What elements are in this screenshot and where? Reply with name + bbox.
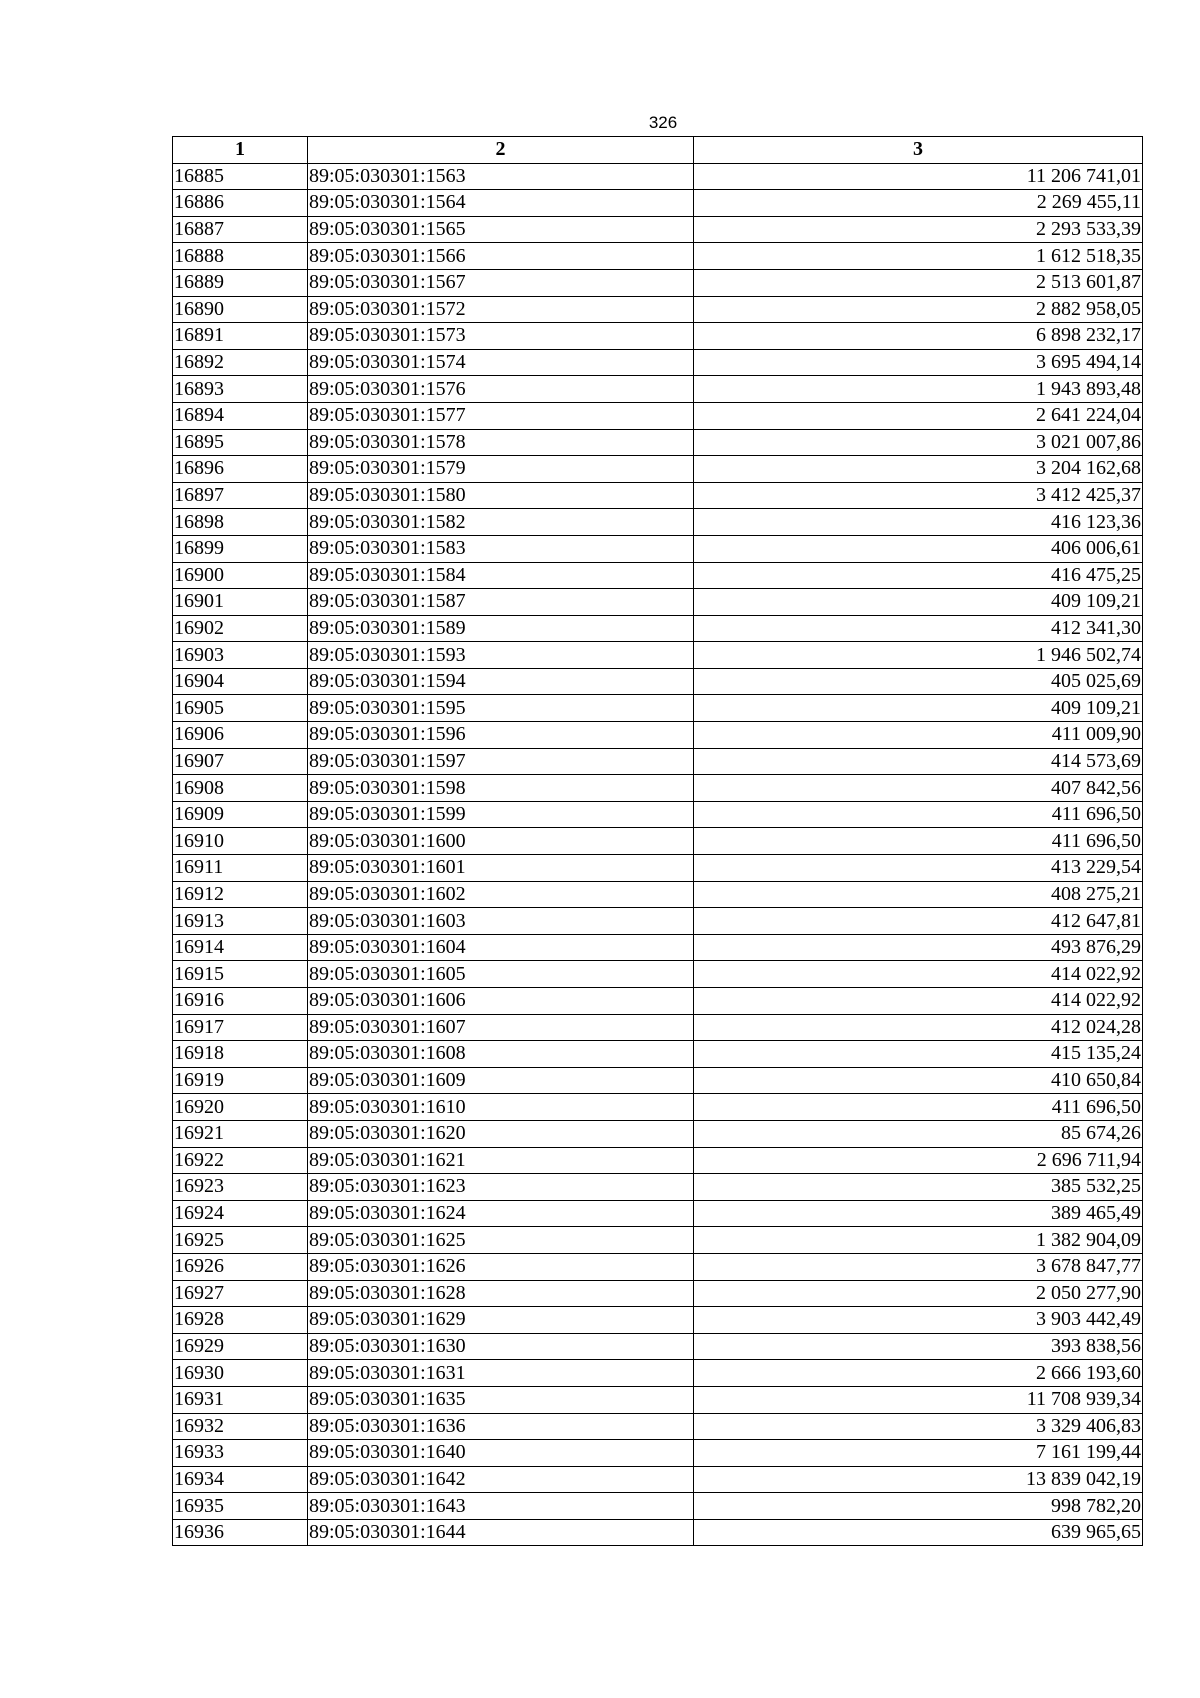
cadastral-value-cell: 13 839 042,19 (694, 1466, 1143, 1493)
table-row (173, 1333, 1143, 1360)
row-number-cell: 16924 (173, 1200, 308, 1227)
row-number-cell: 16913 (173, 908, 308, 935)
row-number-cell: 16901 (173, 589, 308, 616)
column-header-value: 3 (694, 137, 1143, 164)
table-row (173, 961, 1143, 988)
cadastral-number-cell: 89:05:030301:1583 (308, 535, 694, 562)
row-number-cell: 16936 (173, 1519, 308, 1546)
table-row (173, 1493, 1143, 1520)
row-number-cell: 16917 (173, 1014, 308, 1041)
row-number-cell: 16933 (173, 1440, 308, 1467)
row-number-cell: 16903 (173, 642, 308, 669)
row-number-cell: 16899 (173, 535, 308, 562)
table-row (173, 1200, 1143, 1227)
table-row (173, 1519, 1143, 1546)
cadastral-value-cell: 414 022,92 (694, 988, 1143, 1015)
row-number-cell: 16918 (173, 1041, 308, 1068)
cadastral-number-cell: 89:05:030301:1644 (308, 1519, 694, 1546)
row-number-cell: 16908 (173, 775, 308, 802)
cadastral-value-cell: 998 782,20 (694, 1493, 1143, 1520)
row-number-cell: 16915 (173, 961, 308, 988)
table-row (173, 190, 1143, 217)
cadastral-number-cell: 89:05:030301:1607 (308, 1014, 694, 1041)
row-number-cell: 16895 (173, 429, 308, 456)
row-number-cell: 16902 (173, 615, 308, 642)
cadastral-number-cell: 89:05:030301:1594 (308, 668, 694, 695)
table-row (173, 855, 1143, 882)
table-row (173, 1147, 1143, 1174)
table-row (173, 748, 1143, 775)
cadastral-value-cell: 413 229,54 (694, 855, 1143, 882)
cadastral-value-cell: 410 650,84 (694, 1067, 1143, 1094)
table-row (173, 456, 1143, 483)
row-number-cell: 16892 (173, 349, 308, 376)
row-number-cell: 16920 (173, 1094, 308, 1121)
table-row (173, 1067, 1143, 1094)
table-row (173, 934, 1143, 961)
cadastral-value-cell: 389 465,49 (694, 1200, 1143, 1227)
cadastral-number-cell: 89:05:030301:1602 (308, 881, 694, 908)
table-row (173, 908, 1143, 935)
cadastral-number-cell: 89:05:030301:1631 (308, 1360, 694, 1387)
table-row (173, 988, 1143, 1015)
row-number-cell: 16934 (173, 1466, 308, 1493)
table-row (173, 722, 1143, 749)
cadastral-value-cell: 493 876,29 (694, 934, 1143, 961)
table-row (173, 1094, 1143, 1121)
row-number-cell: 16931 (173, 1386, 308, 1413)
cadastral-value-cell: 412 341,30 (694, 615, 1143, 642)
cadastral-number-cell: 89:05:030301:1597 (308, 748, 694, 775)
table-row (173, 296, 1143, 323)
table-row (173, 1413, 1143, 1440)
cadastral-value-cell: 2 513 601,87 (694, 269, 1143, 296)
table-row (173, 668, 1143, 695)
table-row (173, 163, 1143, 190)
row-number-cell: 16888 (173, 243, 308, 270)
table-row (173, 402, 1143, 429)
row-number-cell: 16922 (173, 1147, 308, 1174)
cadastral-number-cell: 89:05:030301:1621 (308, 1147, 694, 1174)
cadastral-value-cell: 3 695 494,14 (694, 349, 1143, 376)
cadastral-number-cell: 89:05:030301:1578 (308, 429, 694, 456)
cadastral-number-cell: 89:05:030301:1589 (308, 615, 694, 642)
cadastral-value-cell: 11 708 939,34 (694, 1386, 1143, 1413)
cadastral-number-cell: 89:05:030301:1572 (308, 296, 694, 323)
cadastral-number-cell: 89:05:030301:1599 (308, 801, 694, 828)
cadastral-number-cell: 89:05:030301:1623 (308, 1174, 694, 1201)
table-row (173, 269, 1143, 296)
row-number-cell: 16925 (173, 1227, 308, 1254)
cadastral-value-cell: 408 275,21 (694, 881, 1143, 908)
page-number: 326 (648, 113, 678, 132)
cadastral-value-cell: 3 329 406,83 (694, 1413, 1143, 1440)
cadastral-value-cell: 409 109,21 (694, 589, 1143, 616)
cadastral-value-cell: 6 898 232,17 (694, 323, 1143, 350)
cadastral-value-cell: 416 123,36 (694, 509, 1143, 536)
cadastral-value-cell: 639 965,65 (694, 1519, 1143, 1546)
row-number-cell: 16890 (173, 296, 308, 323)
row-number-cell: 16885 (173, 163, 308, 190)
cadastral-value-cell: 1 946 502,74 (694, 642, 1143, 669)
table-row (173, 535, 1143, 562)
cadastral-number-cell: 89:05:030301:1584 (308, 562, 694, 589)
table-row (173, 1360, 1143, 1387)
cadastral-value-cell: 2 269 455,11 (694, 190, 1143, 217)
table-row (173, 562, 1143, 589)
row-number-cell: 16914 (173, 934, 308, 961)
table-body (173, 163, 1143, 1546)
cadastral-number-cell: 89:05:030301:1600 (308, 828, 694, 855)
header-row (173, 137, 1143, 164)
cadastral-number-cell: 89:05:030301:1625 (308, 1227, 694, 1254)
cadastral-number-cell: 89:05:030301:1582 (308, 509, 694, 536)
row-number-cell: 16929 (173, 1333, 308, 1360)
table-row (173, 775, 1143, 802)
row-number-cell: 16910 (173, 828, 308, 855)
cadastral-value-cell: 1 943 893,48 (694, 376, 1143, 403)
cadastral-value-cell: 1 612 518,35 (694, 243, 1143, 270)
row-number-cell: 16886 (173, 190, 308, 217)
cadastral-number-cell: 89:05:030301:1579 (308, 456, 694, 483)
cadastral-number-cell: 89:05:030301:1577 (308, 402, 694, 429)
cadastral-value-cell: 411 009,90 (694, 722, 1143, 749)
table-row (173, 881, 1143, 908)
cadastral-number-cell: 89:05:030301:1595 (308, 695, 694, 722)
row-number-cell: 16932 (173, 1413, 308, 1440)
cadastral-value-cell: 416 475,25 (694, 562, 1143, 589)
row-number-cell: 16928 (173, 1307, 308, 1334)
table-header (173, 137, 1143, 164)
row-number-cell: 16897 (173, 482, 308, 509)
row-number-cell: 16904 (173, 668, 308, 695)
row-number-cell: 16911 (173, 855, 308, 882)
column-header-number: 1 (173, 137, 308, 164)
cadastral-number-cell: 89:05:030301:1629 (308, 1307, 694, 1334)
cadastral-value-cell: 407 842,56 (694, 775, 1143, 802)
cadastral-number-cell: 89:05:030301:1628 (308, 1280, 694, 1307)
cadastral-number-cell: 89:05:030301:1565 (308, 216, 694, 243)
row-number-cell: 16894 (173, 402, 308, 429)
table-row (173, 1280, 1143, 1307)
cadastral-value-table (172, 136, 1143, 1546)
row-number-cell: 16909 (173, 801, 308, 828)
row-number-cell: 16912 (173, 881, 308, 908)
cadastral-number-cell: 89:05:030301:1604 (308, 934, 694, 961)
table-row (173, 1466, 1143, 1493)
cadastral-number-cell: 89:05:030301:1563 (308, 163, 694, 190)
cadastral-number-cell: 89:05:030301:1576 (308, 376, 694, 403)
cadastral-number-cell: 89:05:030301:1598 (308, 775, 694, 802)
row-number-cell: 16891 (173, 323, 308, 350)
row-number-cell: 16930 (173, 1360, 308, 1387)
cadastral-value-cell: 411 696,50 (694, 828, 1143, 855)
cadastral-number-cell: 89:05:030301:1635 (308, 1386, 694, 1413)
table-row (173, 1014, 1143, 1041)
table-row (173, 589, 1143, 616)
cadastral-number-cell: 89:05:030301:1605 (308, 961, 694, 988)
cadastral-value-cell: 3 903 442,49 (694, 1307, 1143, 1334)
cadastral-number-cell: 89:05:030301:1564 (308, 190, 694, 217)
row-number-cell: 16896 (173, 456, 308, 483)
cadastral-value-cell: 3 021 007,86 (694, 429, 1143, 456)
cadastral-number-cell: 89:05:030301:1624 (308, 1200, 694, 1227)
table-row (173, 1440, 1143, 1467)
cadastral-number-cell: 89:05:030301:1609 (308, 1067, 694, 1094)
cadastral-value-cell: 393 838,56 (694, 1333, 1143, 1360)
cadastral-number-cell: 89:05:030301:1601 (308, 855, 694, 882)
cadastral-value-cell: 414 573,69 (694, 748, 1143, 775)
cadastral-value-cell: 412 024,28 (694, 1014, 1143, 1041)
row-number-cell: 16898 (173, 509, 308, 536)
table-row (173, 1120, 1143, 1147)
cadastral-value-cell: 2 666 193,60 (694, 1360, 1143, 1387)
cadastral-number-cell: 89:05:030301:1596 (308, 722, 694, 749)
cadastral-value-cell: 411 696,50 (694, 801, 1143, 828)
cadastral-value-cell: 415 135,24 (694, 1041, 1143, 1068)
table-row (173, 349, 1143, 376)
row-number-cell: 16889 (173, 269, 308, 296)
table-row (173, 1041, 1143, 1068)
column-header-cadastral-number: 2 (308, 137, 694, 164)
row-number-cell: 16893 (173, 376, 308, 403)
table-row (173, 801, 1143, 828)
table-row (173, 828, 1143, 855)
table-row (173, 509, 1143, 536)
cadastral-number-cell: 89:05:030301:1620 (308, 1120, 694, 1147)
cadastral-number-cell: 89:05:030301:1587 (308, 589, 694, 616)
cadastral-value-cell: 7 161 199,44 (694, 1440, 1143, 1467)
table-row (173, 323, 1143, 350)
row-number-cell: 16905 (173, 695, 308, 722)
cadastral-value-cell: 414 022,92 (694, 961, 1143, 988)
table-row (173, 642, 1143, 669)
cadastral-number-cell: 89:05:030301:1626 (308, 1253, 694, 1280)
table-row (173, 615, 1143, 642)
cadastral-value-cell: 3 678 847,77 (694, 1253, 1143, 1280)
table-row (173, 216, 1143, 243)
cadastral-number-cell: 89:05:030301:1642 (308, 1466, 694, 1493)
table-row (173, 1307, 1143, 1334)
row-number-cell: 16921 (173, 1120, 308, 1147)
cadastral-value-cell: 1 382 904,09 (694, 1227, 1143, 1254)
row-number-cell: 16916 (173, 988, 308, 1015)
cadastral-number-cell: 89:05:030301:1574 (308, 349, 694, 376)
table-row (173, 695, 1143, 722)
table-row (173, 1174, 1143, 1201)
cadastral-number-cell: 89:05:030301:1593 (308, 642, 694, 669)
cadastral-value-cell: 409 109,21 (694, 695, 1143, 722)
row-number-cell: 16900 (173, 562, 308, 589)
cadastral-number-cell: 89:05:030301:1636 (308, 1413, 694, 1440)
row-number-cell: 16927 (173, 1280, 308, 1307)
row-number-cell: 16887 (173, 216, 308, 243)
table-row (173, 1253, 1143, 1280)
cadastral-value-cell: 406 006,61 (694, 535, 1143, 562)
cadastral-value-cell: 405 025,69 (694, 668, 1143, 695)
cadastral-number-cell: 89:05:030301:1566 (308, 243, 694, 270)
row-number-cell: 16919 (173, 1067, 308, 1094)
cadastral-value-cell: 2 696 711,94 (694, 1147, 1143, 1174)
cadastral-number-cell: 89:05:030301:1608 (308, 1041, 694, 1068)
cadastral-number-cell: 89:05:030301:1603 (308, 908, 694, 935)
cadastral-number-cell: 89:05:030301:1640 (308, 1440, 694, 1467)
cadastral-value-cell: 2 641 224,04 (694, 402, 1143, 429)
cadastral-value-cell: 3 412 425,37 (694, 482, 1143, 509)
cadastral-number-cell: 89:05:030301:1643 (308, 1493, 694, 1520)
cadastral-number-cell: 89:05:030301:1573 (308, 323, 694, 350)
row-number-cell: 16926 (173, 1253, 308, 1280)
cadastral-value-cell: 85 674,26 (694, 1120, 1143, 1147)
cadastral-value-cell: 412 647,81 (694, 908, 1143, 935)
cadastral-value-cell: 2 293 533,39 (694, 216, 1143, 243)
cadastral-number-cell: 89:05:030301:1606 (308, 988, 694, 1015)
table-row (173, 1227, 1143, 1254)
table-row (173, 1386, 1143, 1413)
row-number-cell: 16935 (173, 1493, 308, 1520)
cadastral-value-cell: 2 050 277,90 (694, 1280, 1143, 1307)
cadastral-value-cell: 2 882 958,05 (694, 296, 1143, 323)
table-row (173, 243, 1143, 270)
cadastral-number-cell: 89:05:030301:1610 (308, 1094, 694, 1121)
row-number-cell: 16907 (173, 748, 308, 775)
cadastral-value-cell: 3 204 162,68 (694, 456, 1143, 483)
table-row (173, 429, 1143, 456)
row-number-cell: 16923 (173, 1174, 308, 1201)
cadastral-number-cell: 89:05:030301:1567 (308, 269, 694, 296)
cadastral-value-cell: 385 532,25 (694, 1174, 1143, 1201)
cadastral-number-cell: 89:05:030301:1630 (308, 1333, 694, 1360)
cadastral-number-cell: 89:05:030301:1580 (308, 482, 694, 509)
cadastral-value-cell: 411 696,50 (694, 1094, 1143, 1121)
row-number-cell: 16906 (173, 722, 308, 749)
cadastral-value-cell: 11 206 741,01 (694, 163, 1143, 190)
table-row (173, 482, 1143, 509)
table-row (173, 376, 1143, 403)
